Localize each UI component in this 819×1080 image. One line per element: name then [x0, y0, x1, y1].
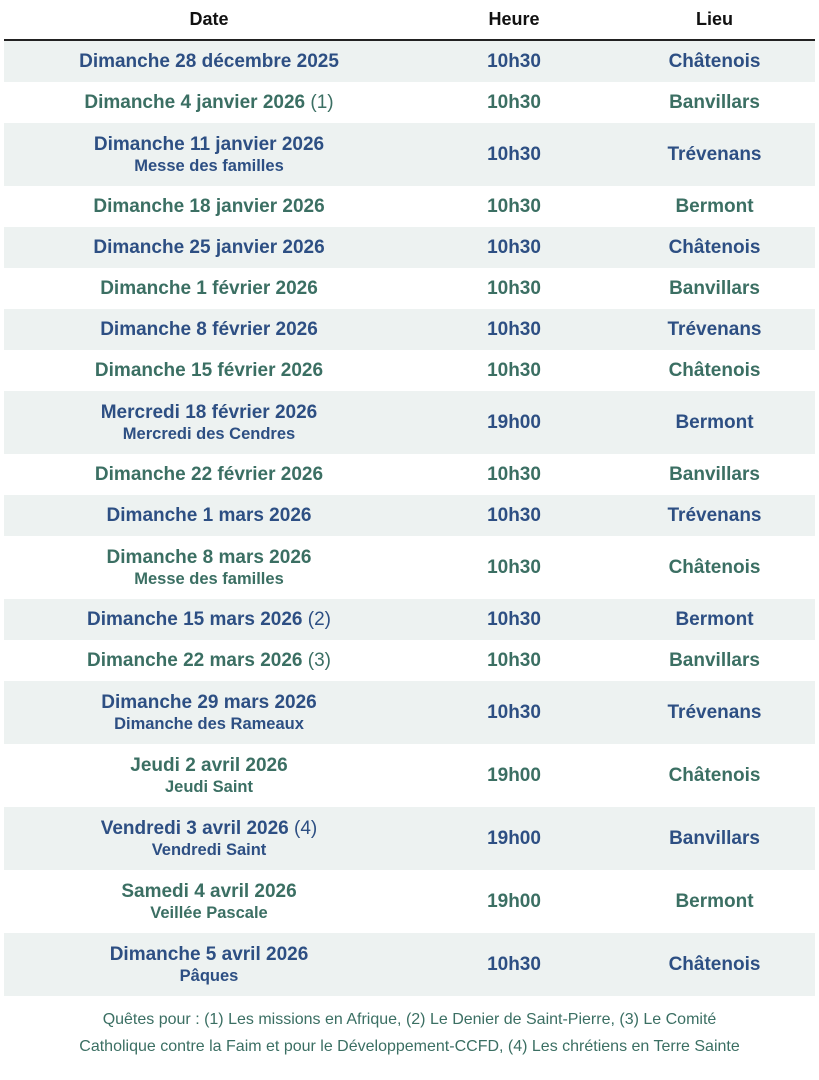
table-row	[4, 82, 815, 123]
cell-heure: 19h00	[414, 744, 614, 807]
cell-lieu: Banvillars	[614, 640, 815, 681]
table-row	[4, 870, 815, 933]
cell-date	[4, 536, 414, 599]
date-line	[4, 608, 414, 631]
date-text: Dimanche 1 février 2026	[100, 278, 318, 299]
cell-heure: 10h30	[414, 350, 614, 391]
cell-heure: 10h30	[414, 227, 614, 268]
date-text: Dimanche 18 janvier 2026	[93, 196, 325, 217]
table-header	[4, 0, 815, 40]
date-line	[4, 91, 414, 114]
footnote	[0, 1006, 819, 1060]
date-line	[4, 817, 414, 840]
cell-lieu: Bermont	[614, 391, 815, 454]
table-row	[4, 227, 815, 268]
cell-heure: 19h00	[414, 870, 614, 933]
cell-heure: 10h30	[414, 681, 614, 744]
footnote-line-1: Quêtes pour : (1) Les missions en Afrique, (2) Le Denier de Saint-Pierre, (3) Le Comité	[102, 1011, 717, 1028]
date-line	[4, 754, 414, 777]
date-text: Dimanche 22 février 2026	[94, 464, 324, 485]
cell-lieu: Trévenans	[614, 309, 815, 350]
cell-lieu: Châtenois	[614, 40, 815, 82]
cell-lieu: Banvillars	[614, 82, 815, 123]
cell-lieu: Bermont	[614, 599, 815, 640]
cell-date	[4, 454, 414, 495]
cell-date	[4, 807, 414, 870]
cell-lieu: Banvillars	[614, 807, 815, 870]
cell-heure: 10h30	[414, 536, 614, 599]
date-text: Dimanche 28 décembre 2025	[79, 51, 339, 72]
table-body	[4, 40, 815, 996]
cell-heure: 10h30	[414, 933, 614, 996]
date-text: Dimanche 11 janvier 2026	[93, 133, 325, 155]
table-row	[4, 123, 815, 186]
cell-date	[4, 640, 414, 681]
table-row	[4, 807, 815, 870]
cell-lieu: Châtenois	[614, 350, 815, 391]
cell-date	[4, 744, 414, 807]
cell-lieu: Châtenois	[614, 744, 815, 807]
celebration-label: Messe des familles	[134, 156, 284, 175]
cell-heure: 10h30	[414, 495, 614, 536]
table-row	[4, 186, 815, 227]
table-row	[4, 454, 815, 495]
table-row	[4, 640, 815, 681]
date-text: Jeudi 2 avril 2026	[130, 754, 288, 776]
cell-lieu: Châtenois	[614, 227, 815, 268]
cell-date	[4, 123, 414, 186]
date-text: Dimanche 1 mars 2026	[106, 505, 312, 526]
cell-lieu: Trévenans	[614, 495, 815, 536]
date-line	[4, 236, 414, 259]
date-text: Dimanche 15 mars 2026	[87, 609, 303, 630]
header-heure: Heure	[414, 0, 614, 40]
cell-heure: 10h30	[414, 599, 614, 640]
table-row	[4, 268, 815, 309]
cell-lieu: Châtenois	[614, 933, 815, 996]
date-line	[4, 359, 414, 382]
date-line	[4, 277, 414, 300]
date-line	[4, 880, 414, 903]
celebration-label: Messe des familles	[134, 569, 284, 588]
cell-lieu: Châtenois	[614, 536, 815, 599]
date-text: Dimanche 5 avril 2026	[109, 943, 309, 965]
date-text: Samedi 4 avril 2026	[121, 880, 297, 902]
cell-heure: 10h30	[414, 640, 614, 681]
cell-lieu: Banvillars	[614, 454, 815, 495]
date-line	[4, 691, 414, 714]
cell-lieu: Bermont	[614, 186, 815, 227]
date-text: Dimanche 22 mars 2026	[87, 650, 303, 671]
cell-lieu: Trévenans	[614, 681, 815, 744]
table-row	[4, 495, 815, 536]
date-line	[4, 546, 414, 569]
cell-heure: 10h30	[414, 268, 614, 309]
date-text: Dimanche 8 mars 2026	[106, 546, 312, 568]
table-row	[4, 933, 815, 996]
table-row	[4, 744, 815, 807]
date-line	[4, 649, 414, 672]
table-row	[4, 681, 815, 744]
cell-date	[4, 391, 414, 454]
date-text: Vendredi 3 avril 2026	[100, 817, 289, 839]
date-text: Dimanche 15 février 2026	[94, 360, 324, 381]
cell-heure: 10h30	[414, 454, 614, 495]
cell-heure: 10h30	[414, 82, 614, 123]
cell-date	[4, 40, 414, 82]
cell-lieu: Banvillars	[614, 268, 815, 309]
cell-date	[4, 227, 414, 268]
cell-lieu: Bermont	[614, 870, 815, 933]
date-line	[4, 133, 414, 156]
cell-date	[4, 268, 414, 309]
cell-date	[4, 350, 414, 391]
date-text: Mercredi 18 février 2026	[100, 401, 318, 423]
cell-date	[4, 933, 414, 996]
table-row	[4, 40, 815, 82]
header-date: Date	[4, 0, 414, 40]
footnote-marker: (2)	[307, 609, 331, 630]
footnote-marker: (4)	[294, 817, 318, 839]
cell-lieu: Trévenans	[614, 123, 815, 186]
schedule-table	[4, 0, 815, 996]
cell-heure: 19h00	[414, 807, 614, 870]
date-text: Dimanche 25 janvier 2026	[93, 237, 325, 258]
date-line	[4, 50, 414, 73]
footnote-marker: (1)	[310, 92, 334, 113]
cell-date	[4, 681, 414, 744]
date-line	[4, 943, 414, 966]
cell-heure: 10h30	[414, 40, 614, 82]
date-line	[4, 195, 414, 218]
celebration-label: Veillée Pascale	[150, 903, 268, 922]
cell-date	[4, 82, 414, 123]
table-row	[4, 350, 815, 391]
celebration-label: Pâques	[179, 966, 239, 985]
table-row	[4, 599, 815, 640]
footnote-line-2: Catholique contre la Faim et pour le Développement-CCFD, (4) Les chrétiens en Terre Sainte	[79, 1038, 740, 1055]
header-row	[4, 0, 815, 40]
celebration-label: Dimanche des Rameaux	[114, 714, 304, 733]
cell-heure: 10h30	[414, 186, 614, 227]
cell-heure: 10h30	[414, 309, 614, 350]
date-text: Dimanche 29 mars 2026	[101, 691, 317, 713]
footnote-marker: (3)	[307, 650, 331, 671]
cell-heure: 19h00	[414, 391, 614, 454]
celebration-label: Vendredi Saint	[151, 840, 267, 859]
cell-date	[4, 870, 414, 933]
date-text: Dimanche 8 février 2026	[100, 319, 318, 340]
celebration-label: Jeudi Saint	[164, 777, 254, 796]
cell-date	[4, 186, 414, 227]
date-line	[4, 401, 414, 424]
cell-heure: 10h30	[414, 123, 614, 186]
header-lieu: Lieu	[614, 0, 815, 40]
date-line	[4, 318, 414, 341]
table-row	[4, 309, 815, 350]
date-line	[4, 463, 414, 486]
cell-date	[4, 599, 414, 640]
celebration-label: Mercredi des Cendres	[122, 424, 296, 443]
date-line	[4, 504, 414, 527]
table-row	[4, 536, 815, 599]
cell-date	[4, 309, 414, 350]
table-row	[4, 391, 815, 454]
cell-date	[4, 495, 414, 536]
date-text: Dimanche 4 janvier 2026	[84, 92, 306, 113]
